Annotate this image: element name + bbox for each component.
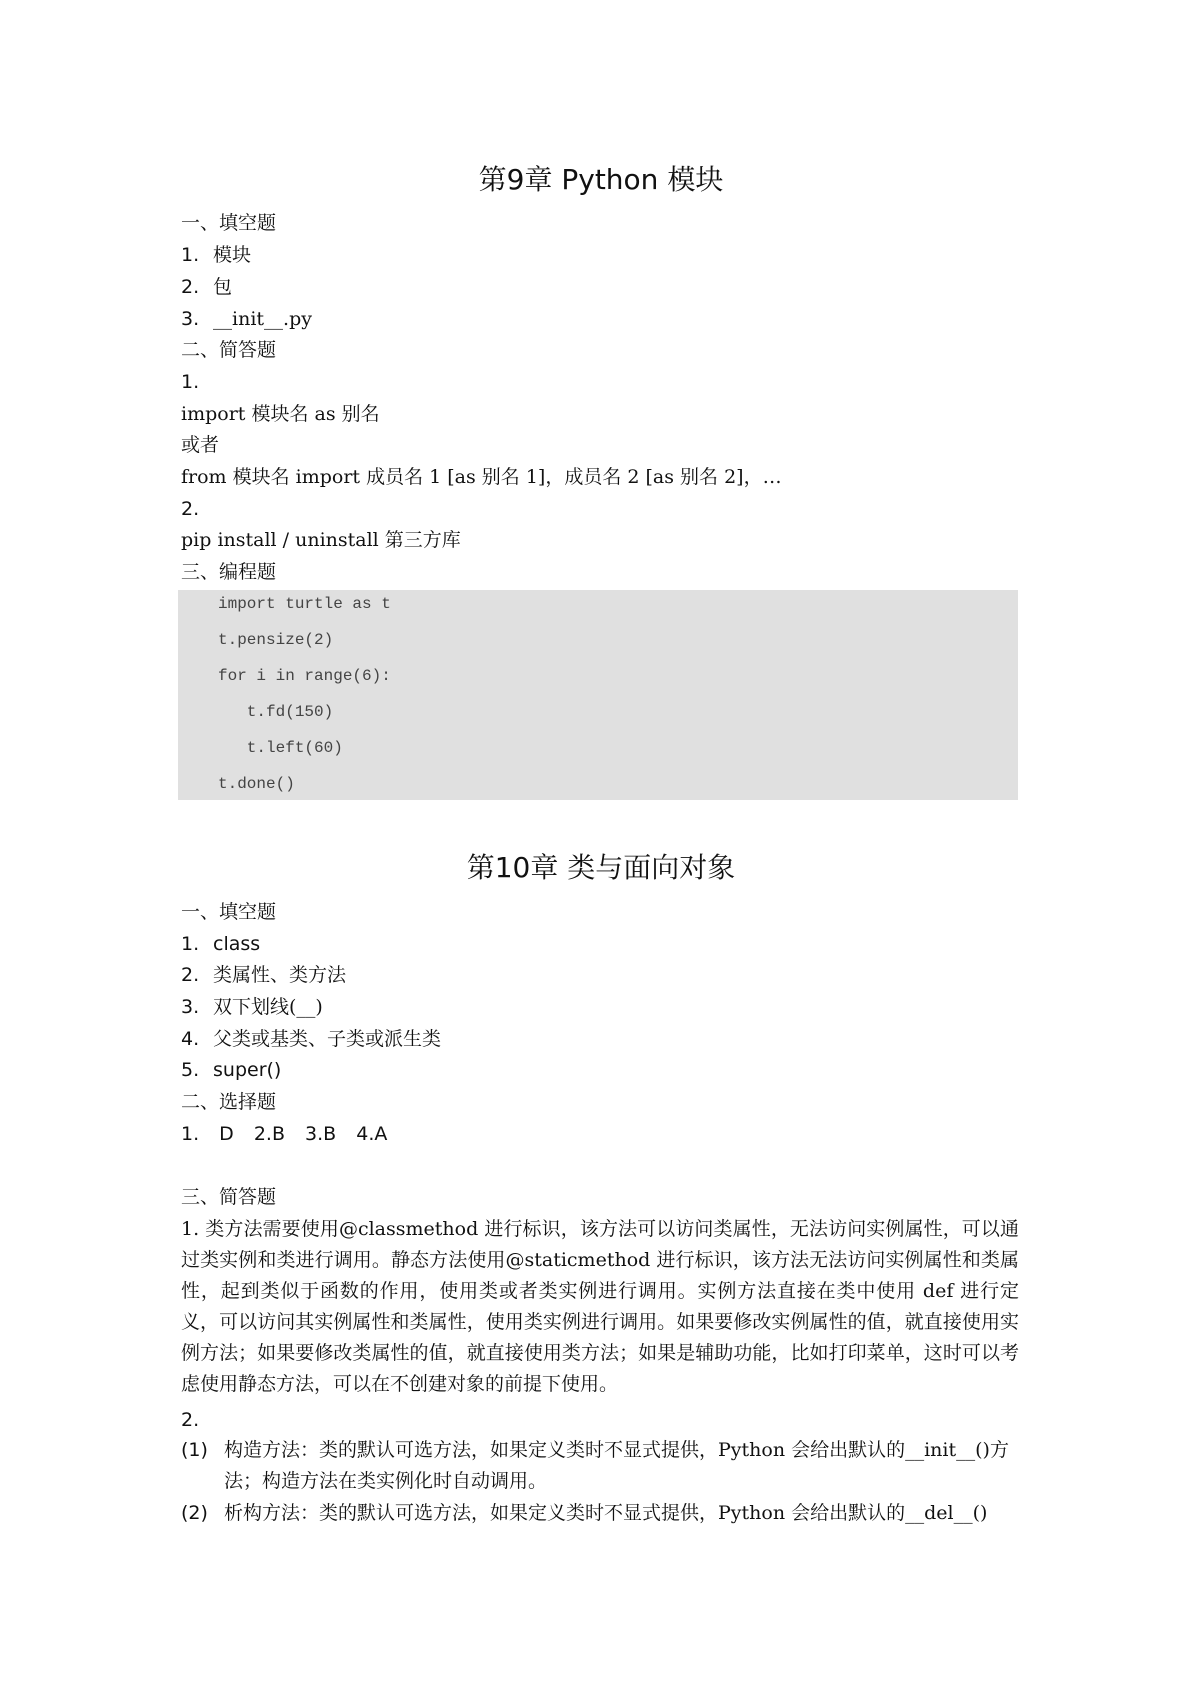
ch10-fill-heading: 一、填空题 [181, 901, 277, 923]
ch9-fill-item-3: 3. __init__.py [181, 308, 312, 330]
sub-item-text: 析构方法：类的默认可选方法，如果定义类时不显式提供，Python 会给出默认的__del__() [224, 1502, 988, 1524]
ch10-answer-1: 1. 类方法需要使用@classmethod 进行标识，该方法可以访问类属性，无法访问实例属性，可以通过类实例和类进行调用。静态方法使用@staticmethod 进行标识，该方法无法访问实例属性和类属性，起到类似于函数的作用，使用类或者类实例进行调用。实例方法直接在类中使用 def 进行定义，可以访问其实例属性和类属性，使用类实例进行调用。如果要修改实例属性的值，就直接使用实例方法；如果要修改类属性的值，就直接使用类方法；如果是辅助功能，比如打印菜单，这时可以考虑使用静态方法，可以在不创建对象的前提下使用。 [181, 1218, 1019, 1395]
ch9-q1-line3: from 模块名 import 成员名 1 [as 别名 1]，成员名 2 [as 别名 2]，… [181, 466, 782, 488]
ch9-fill-heading: 一、填空题 [181, 212, 277, 234]
ch10-fill-item-1: 1. class [181, 933, 261, 955]
code-line: t.fd(150) [218, 703, 334, 721]
chapter-10-title: 第10章 类与面向对象 [466, 851, 736, 884]
ch10-fill-item-4: 4. 父类或基类、子类或派生类 [181, 1028, 442, 1050]
ch9-q2-line1: pip install / uninstall 第三方库 [181, 529, 461, 551]
ch9-q1-number: 1. [181, 371, 200, 393]
ch9-short-heading: 二、简答题 [181, 339, 277, 361]
code-line: t.left(60) [218, 739, 343, 757]
ch10-sub-item-1 [181, 1435, 1019, 1497]
ch9-fill-item-2: 2. 包 [181, 276, 233, 298]
sub-item-label: (1) [181, 1439, 208, 1461]
ch10-short-heading: 三、简答题 [181, 1186, 277, 1208]
code-line: import turtle as t [218, 595, 391, 613]
code-line: for i in range(6): [218, 667, 391, 685]
sub-item-label: (2) [181, 1502, 208, 1524]
ch10-fill-item-5: 5. super() [181, 1059, 282, 1081]
ch10-q2-number: 2. [181, 1409, 200, 1431]
ch9-fill-item-1: 1. 模块 [181, 244, 252, 266]
ch10-fill-item-2: 2. 类属性、类方法 [181, 964, 347, 986]
ch10-choice-heading: 二、选择题 [181, 1091, 277, 1113]
ch9-q2-number: 2. [181, 498, 200, 520]
ch9-q1-line2: 或者 [181, 434, 220, 456]
ch10-fill-item-3: 3. 双下划线(__) [181, 996, 323, 1018]
code-line: t.done() [218, 775, 295, 793]
code-line: t.pensize(2) [218, 631, 334, 649]
ch9-q1-line1: import 模块名 as 别名 [181, 403, 380, 425]
sub-item-text: 构造方法：类的默认可选方法，如果定义类时不显式提供，Python 会给出默认的__init__()方法；构造方法在类实例化时自动调用。 [224, 1439, 1009, 1492]
ch9-prog-heading: 三、编程题 [181, 561, 277, 583]
ch10-sub-item-2 [181, 1498, 1019, 1529]
code-block [178, 590, 1018, 800]
ch10-choice-answers: 1. D 2.B 3.B 4.A [181, 1123, 388, 1145]
chapter-9-title: 第9章 Python 模块 [478, 163, 724, 196]
